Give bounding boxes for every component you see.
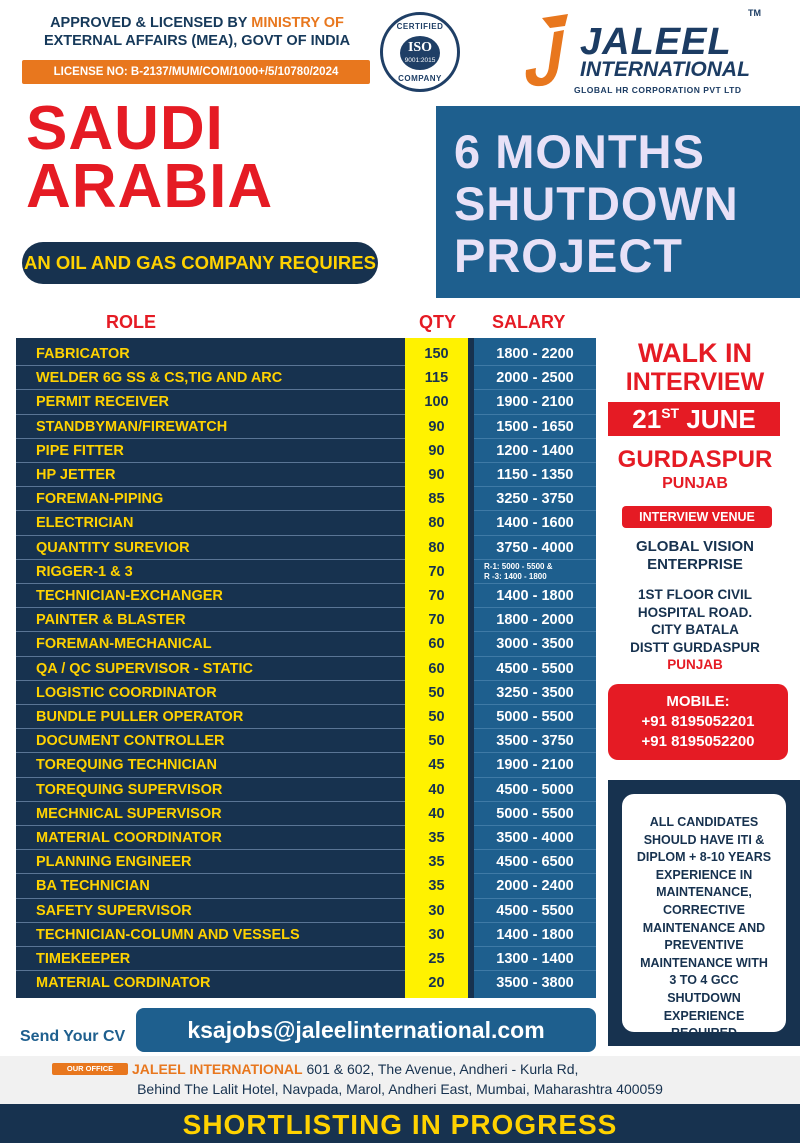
header-role: ROLE (106, 312, 157, 332)
table-row (16, 487, 596, 511)
row-salary: 1300 - 1400 (496, 951, 574, 967)
row-salary: 1200 - 1400 (496, 442, 574, 459)
walk-in-line1: WALK IN (638, 338, 752, 368)
address-line3: CITY BATALA (651, 622, 739, 637)
row-role: LOGISTIC COORDINATOR (36, 684, 217, 701)
row-salary: 5000 - 5500 (496, 805, 574, 822)
table-row (16, 390, 596, 414)
table-row (16, 511, 596, 535)
row-qty: 100 (424, 394, 449, 411)
req-line: SHUTDOWN (667, 990, 741, 1005)
row-qty: 70 (428, 588, 445, 604)
iso-ring-bottom: COMPANY (398, 74, 442, 83)
address-state: PUNJAB (667, 657, 723, 672)
row-role: TOREQUING TECHNICIAN (36, 757, 217, 774)
table-row (16, 342, 596, 366)
iso-number: 9001:2015 (404, 57, 436, 64)
logo-trademark: TM (748, 8, 761, 18)
row-role: RIGGER-1 & 3 (36, 563, 133, 580)
venue-label: INTERVIEW VENUE (622, 506, 772, 528)
row-salary: 1900 - 2100 (496, 757, 574, 774)
venue-name (600, 538, 790, 574)
row-salary: 4500 - 5500 (496, 660, 574, 677)
date-day: 21 (632, 404, 662, 434)
row-salary: 4500 - 6500 (496, 854, 574, 871)
table-row (16, 826, 596, 850)
project-line2: SHUTDOWN (454, 177, 739, 230)
table-row (16, 729, 596, 753)
row-qty: 35 (428, 854, 445, 871)
iso-certified-seal (380, 12, 460, 92)
table-row (16, 439, 596, 463)
row-role: TECHNICIAN-EXCHANGER (36, 588, 223, 604)
table-row (16, 802, 596, 826)
row-role: DOCUMENT CONTROLLER (36, 733, 225, 750)
salary-rigger-1: R-1: 5000 - 5500 & (484, 561, 553, 571)
email-link[interactable]: ksajobs@jaleelinternational.com (136, 1008, 596, 1052)
row-salary: 1150 - 1350 (496, 467, 574, 483)
row-salary-split (474, 560, 596, 584)
row-salary: 3750 - 4000 (496, 539, 574, 556)
mobile-label: MOBILE: (666, 693, 730, 710)
row-role: TECHNICIAN-COLUMN AND VESSELS (36, 926, 300, 943)
row-role: ELECTRICIAN (36, 515, 134, 532)
approval-line2: EXTERNAL AFFAIRS (MEA), GOVT OF INDIA (43, 33, 351, 49)
row-qty: 20 (428, 975, 445, 992)
mobile-number-1[interactable]: +91 8195052201 (641, 713, 755, 730)
row-qty: 30 (428, 926, 445, 943)
project-line1: 6 MONTHS (454, 125, 705, 178)
office-tag: OUR OFFICE (52, 1063, 128, 1075)
table-row (16, 560, 596, 584)
requirements-panel (608, 780, 800, 1046)
row-qty: 90 (428, 418, 445, 435)
row-qty: 50 (428, 684, 445, 701)
row-qty: 90 (428, 467, 445, 483)
table-row (16, 850, 596, 874)
header-qty: QTY (419, 312, 457, 332)
license-badge: LICENSE NO: B-2137/MUM/COM/1000+/5/10780/2024 (22, 60, 370, 84)
walk-in-line2: INTERVIEW (625, 368, 765, 396)
row-salary: 1800 - 2200 (496, 346, 574, 362)
row-salary: 2000 - 2400 (496, 878, 574, 895)
approval-prefix: APPROVED & LICENSED BY (50, 15, 252, 31)
logo-tagline: GLOBAL HR CORPORATION PVT LTD (574, 85, 742, 95)
row-qty: 30 (428, 902, 445, 919)
row-qty: 90 (428, 442, 445, 459)
venue-line2: ENTERPRISE (647, 556, 743, 573)
send-cv-label: Send Your CV (20, 1028, 126, 1045)
country-line1: SAUDI (26, 94, 224, 163)
row-qty: 60 (428, 660, 445, 677)
table-row (16, 705, 596, 729)
row-role: TIMEKEEPER (36, 951, 131, 967)
venue-line1: GLOBAL VISION (635, 538, 755, 555)
venue-address (600, 586, 790, 674)
req-line: PREVENTIVE (664, 938, 744, 953)
req-line: MAINTENANCE WITH (640, 955, 768, 970)
address-line2: HOSPITAL ROAD. (637, 604, 753, 620)
row-qty: 60 (428, 636, 445, 653)
logo-name: JALEEL (580, 21, 732, 63)
jaleel-j-icon (524, 12, 576, 92)
approval-ministry: MINISTRY OF (251, 15, 344, 31)
table-row (16, 632, 596, 656)
row-salary: 3250 - 3750 (496, 491, 574, 508)
table-row (16, 971, 596, 995)
row-salary: 2000 - 2500 (496, 370, 574, 387)
table-row (16, 608, 596, 632)
row-role: PIPE FITTER (36, 442, 124, 459)
row-qty: 50 (428, 709, 445, 725)
iso-label: ISO (407, 40, 433, 55)
row-role: MECHNICAL SUPERVISOR (36, 805, 222, 822)
table-row (16, 874, 596, 898)
req-line: EXPERIENCE IN (655, 867, 753, 882)
row-role: TOREQUING SUPERVISOR (36, 781, 223, 798)
row-qty: 25 (428, 951, 445, 967)
row-salary: 3500 - 3800 (496, 975, 574, 992)
country-line2: ARABIA (26, 152, 274, 221)
row-salary: 3500 - 3750 (496, 733, 574, 750)
address-line4: DISTT GURDASPUR (630, 639, 760, 655)
row-qty: 80 (428, 539, 445, 556)
row-role: HP JETTER (36, 467, 116, 483)
table-row (16, 536, 596, 560)
interview-city: GURDASPUR (617, 446, 773, 473)
table-row (16, 947, 596, 971)
row-role: STANDBYMAN/FIREWATCH (36, 418, 228, 435)
date-month: JUNE (679, 404, 756, 434)
office-line1-rest: 601 & 602, The Avenue, Andheri - Kurla Rd, (302, 1061, 579, 1077)
row-role: QUANTITY SUREVIOR (36, 539, 190, 556)
row-role: PAINTER & BLASTER (36, 612, 186, 629)
req-line: SHOULD HAVE ITI & (643, 832, 765, 847)
req-line: EXPERIENCE (663, 1008, 745, 1023)
mobile-contact (608, 684, 788, 760)
office-line2: Behind The Lalit Hotel, Navpada, Marol, Andheri East, Mumbai, Maharashtra 400059 (137, 1081, 663, 1097)
row-role: PLANNING ENGINEER (36, 854, 192, 871)
row-qty: 50 (428, 733, 445, 750)
table-row (16, 366, 596, 390)
row-role: SAFETY SUPERVISOR (36, 902, 192, 919)
logo-subname: INTERNATIONAL (580, 58, 750, 81)
row-salary: 5000 - 5500 (496, 709, 574, 725)
row-role: MATERIAL COORDINATOR (36, 830, 222, 846)
project-banner (436, 106, 800, 298)
row-qty: 115 (424, 370, 449, 387)
row-qty: 85 (428, 491, 445, 508)
req-line: REQUIRED (671, 1026, 737, 1041)
approval-statement (22, 14, 372, 50)
row-role: MATERIAL CORDINATOR (36, 975, 211, 992)
row-role: QA / QC SUPERVISOR - STATIC (36, 660, 253, 677)
table-row (16, 899, 596, 923)
row-salary: 1800 - 2000 (496, 612, 574, 629)
row-qty: 40 (428, 781, 445, 798)
date-suffix: ST (661, 405, 680, 421)
company-requirement-banner: AN OIL AND GAS COMPANY REQUIRES (22, 242, 378, 284)
table-row (16, 584, 596, 608)
walk-in-heading (600, 338, 790, 396)
row-salary: 1400 - 1800 (496, 926, 574, 943)
row-salary: 1400 - 1800 (496, 588, 574, 604)
row-qty: 150 (424, 346, 449, 362)
table-row (16, 657, 596, 681)
interview-date (608, 402, 780, 436)
row-role: BUNDLE PULLER OPERATOR (36, 709, 244, 725)
row-salary: 4500 - 5500 (496, 902, 574, 919)
req-line: MAINTENANCE AND (642, 920, 766, 935)
req-line: DIPLOM + 8-10 YEARS (636, 850, 772, 865)
row-role: FABRICATOR (36, 346, 130, 362)
row-salary: 1900 - 2100 (496, 394, 574, 411)
table-row (16, 463, 596, 487)
iso-center (400, 36, 440, 70)
header-salary: SALARY (492, 312, 566, 332)
row-qty: 45 (428, 757, 445, 774)
row-qty: 70 (428, 612, 445, 629)
row-salary: 1500 - 1650 (496, 418, 574, 435)
shortlisting-banner: SHORTLISTING IN PROGRESS (0, 1104, 800, 1143)
table-row (16, 753, 596, 777)
req-line: ALL CANDIDATES (649, 815, 759, 829)
row-qty: 35 (428, 830, 445, 846)
req-line: MAINTENANCE, (656, 885, 752, 900)
req-line: 3 TO 4 GCC (669, 973, 739, 988)
country-title (26, 94, 274, 221)
row-role: WELDER 6G SS & CS,TIG AND ARC (36, 370, 283, 387)
table-row (16, 681, 596, 705)
row-salary: 3000 - 3500 (496, 636, 574, 653)
row-role: FOREMAN-MECHANICAL (36, 636, 212, 653)
row-qty: 70 (428, 563, 445, 580)
project-line3: PROJECT (454, 229, 683, 282)
row-salary: 1400 - 1600 (496, 515, 574, 532)
row-role: FOREMAN-PIPING (36, 491, 164, 508)
mobile-number-2[interactable]: +91 8195052200 (641, 733, 755, 750)
row-salary: 3250 - 3500 (496, 684, 574, 701)
table-row (16, 778, 596, 802)
office-company: JALEEL INTERNATIONAL (132, 1061, 303, 1077)
interview-state: PUNJAB (662, 475, 728, 492)
salary-rigger-3: R -3: 1400 - 1800 (484, 571, 547, 581)
company-logo (522, 8, 782, 96)
row-qty: 80 (428, 515, 445, 532)
row-role: PERMIT RECEIVER (36, 394, 169, 411)
row-salary: 4500 - 5000 (496, 781, 574, 798)
row-qty: 35 (428, 878, 445, 895)
table-row (16, 923, 596, 947)
req-line: CORRECTIVE (663, 902, 745, 917)
office-line1 (132, 1060, 578, 1078)
address-line1: 1ST FLOOR CIVIL (637, 587, 752, 602)
iso-ring-top: CERTIFIED (396, 22, 444, 31)
table-row (16, 415, 596, 439)
requirements-text (622, 794, 786, 1041)
row-qty: 40 (428, 805, 445, 822)
row-salary: 3500 - 4000 (496, 830, 574, 846)
row-role: BA TECHNICIAN (36, 878, 150, 895)
